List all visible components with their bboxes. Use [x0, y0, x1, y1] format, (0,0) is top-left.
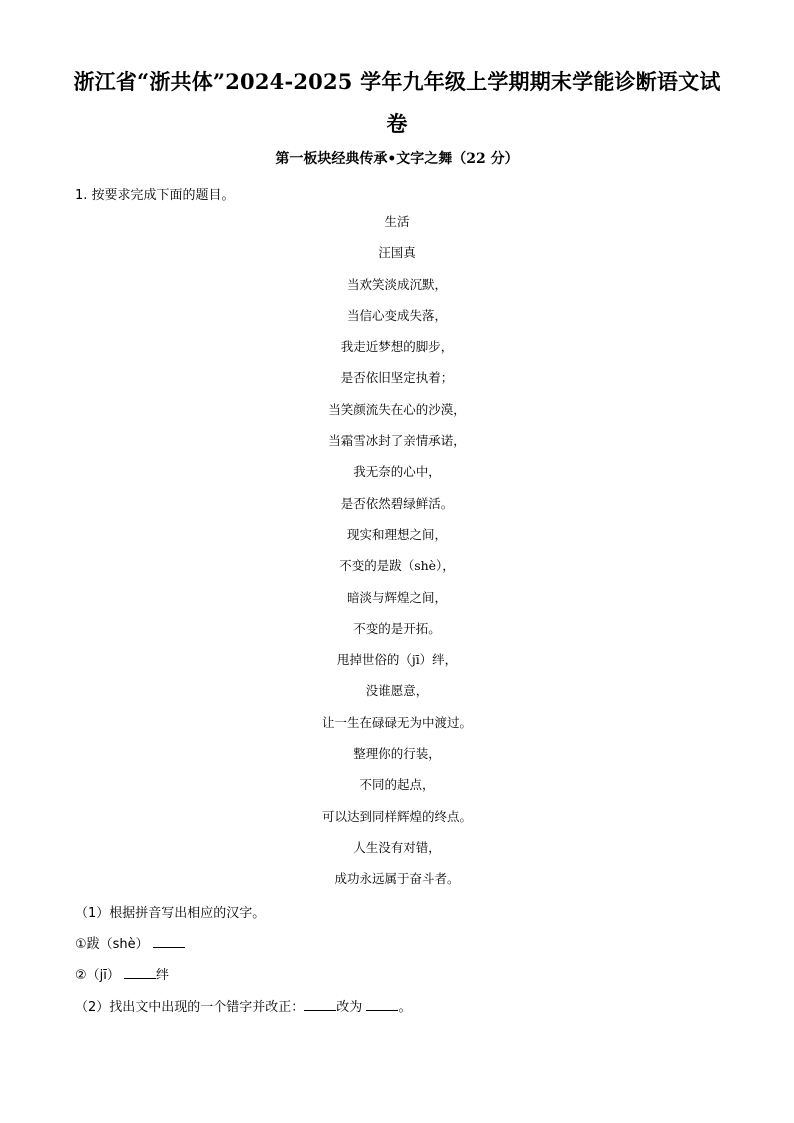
poem-line: 人生没有对错，: [353, 839, 441, 855]
answer-blank-correct-char[interactable]: [366, 997, 398, 1011]
poem-line: 让一生在碌碌无为中渡过。: [321, 714, 472, 730]
answer-blank-ji[interactable]: [124, 965, 156, 979]
poem-line: 现实和理想之间，: [346, 526, 447, 542]
poem-line: 当欢笑淡成沉默，: [346, 276, 447, 292]
subquestion-2-suffix: 。: [398, 1000, 412, 1015]
question-1-prompt: 1. 按要求完成下面的题目。: [75, 188, 235, 203]
poem-line: 整理你的行装，: [353, 746, 441, 762]
poem-line: 我走近梦想的脚步，: [340, 339, 454, 355]
item-2-suffix: 绊: [156, 968, 170, 983]
poem-line: 成功永远属于奋斗者。: [334, 871, 460, 887]
poem-line: 当霜雪冰封了亲情承诺，: [328, 433, 466, 449]
poem-line: 没谁愿意，: [365, 683, 429, 699]
poem-line: 我无奈的心中，: [353, 464, 441, 480]
subquestion-1-item-2: [75, 964, 169, 983]
answer-blank-she[interactable]: [153, 934, 185, 948]
poem-line: 不变的是跋（shè），: [339, 558, 455, 574]
poem-line: 不同的起点，: [359, 777, 435, 793]
answer-blank-wrong-char[interactable]: [304, 997, 336, 1011]
poem-line: 是否依旧坚定执着；: [340, 370, 454, 386]
poem-line: 当信心变成失落，: [346, 307, 447, 323]
poem-line: 是否依然碧绿鲜活。: [340, 495, 454, 511]
exam-title-line2: 卷: [386, 111, 408, 136]
poem-line: 可以达到同样辉煌的终点。: [321, 808, 472, 824]
poem-title: 生活: [384, 214, 410, 229]
poem-line: 不变的是开拓。: [353, 620, 441, 636]
subquestion-2: [75, 996, 411, 1015]
subquestion-2-prompt: （2）找出文中出现的一个错字并改正：: [75, 1000, 305, 1015]
poem-line: 当笑颜流失在心的沙漠，: [328, 401, 466, 417]
poem-line: 甩掉世俗的（jī）绊，: [336, 652, 458, 668]
section-heading: 第一板块经典传承•文字之舞（22 分）: [275, 151, 519, 167]
subquestion-1-prompt: （1）根据拼音写出相应的汉字。: [75, 906, 266, 921]
poem-line: 暗淡与辉煌之间，: [346, 589, 447, 605]
item-1-label: ①跋（shè）: [75, 937, 149, 952]
subquestion-1-item-1: [75, 933, 185, 952]
poem: [0, 212, 794, 901]
item-2-label: ②（jī）: [75, 968, 120, 983]
poem-author: 汪国真: [378, 245, 416, 261]
subquestion-2-middle: 改为: [336, 1000, 363, 1015]
exam-title-line1: 浙江省“浙共体”2024-2025 学年九年级上学期期末学能诊断语文试: [73, 69, 721, 94]
